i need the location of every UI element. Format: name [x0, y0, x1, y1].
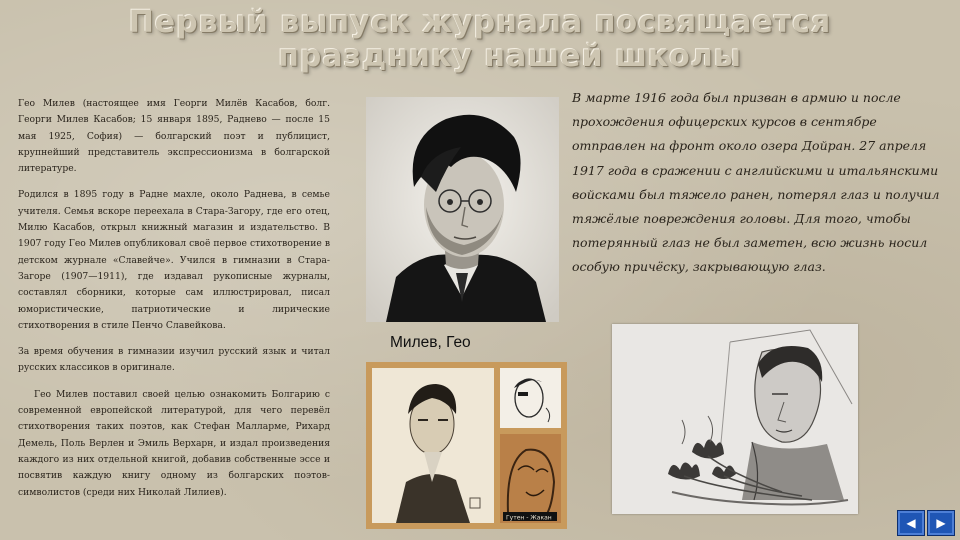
portrait-photo [366, 97, 559, 322]
triangle-right-icon: ▶ [936, 516, 946, 530]
biography-left-column [18, 96, 330, 511]
biography-right-column [572, 86, 944, 280]
collage-label: Гутен - Жакан [506, 514, 552, 522]
bio-paragraph-4: Гео Милев поставил своей целью ознакомить Болгарию с современной европейской литературой, для чего перевёл стихотворения таких поэтов, как Стефан Малларме, Рихард Демель, Поль Верлен и Эмиль Верхарн, и издал произведения каждого из них отдельной книгой, добавив собственные эссе и посвятив каждую книгу одному из болгарских поэтов-символистов (среди них Николай Лилиев). [18, 388, 330, 498]
triangle-left-icon: ◀ [906, 516, 916, 530]
portrait-collage [366, 362, 567, 529]
portrait-caption: Милев, Гео [390, 334, 471, 351]
slide-title-line2: празднику нашей школы [278, 39, 742, 74]
bio-paragraph-2: Родился в 1895 году в Радне махле, около Раднева, в семье учителя. Семья вскоре переехала в Стара-Загору, где его отец, Милю Касабов, открыл книжный магазин и издательство. В 1907 году Гео Милев опубликовал своё первое стихотворение в детском журнале «Славейче». Учился в гимназии в Стара-Загоре (1907—1911), где издавал рукописные журналы, составлял сборники, которые сам иллюстрировал, писал юмористические, патриотические и лирические стихотворения в стиле Пенчо Славейкова. [18, 189, 330, 331]
next-slide-button[interactable] [927, 510, 955, 536]
previous-slide-button[interactable] [897, 510, 925, 536]
slide-title [0, 6, 960, 74]
pencil-sketch [612, 324, 858, 514]
bio-paragraph-1: Гео Милев (настоящее имя Георги Милёв Касабов, болг. Георги Милев Касабов; 15 января 1895, Раднево — после 15 мая 1925, София) — болгарский поэт и публицист, крупнейший представитель экспрессионизма в болгарской литературе. [18, 98, 330, 175]
bio-paragraph-3: За время обучения в гимназии изучил русский язык и читал русских классиков в оригинале. [18, 346, 330, 374]
bio-right-paragraph: В марте 1916 года был призван в армию и после прохождения офицерских курсов в сентябре отправлен на фронт около озера Дойран. 27 апреля 1917 года в сражении с английскими и итальянскими войсками был тяжело ранен, потерял глаз и получил тяжёлые повреждения головы. Для того, чтобы потерянный глаз не был заметен, всю жизнь носил особую причёску, закрывающую глаз. [572, 90, 940, 275]
slide-title-line1: Первый выпуск журнала посвящается [128, 5, 832, 40]
